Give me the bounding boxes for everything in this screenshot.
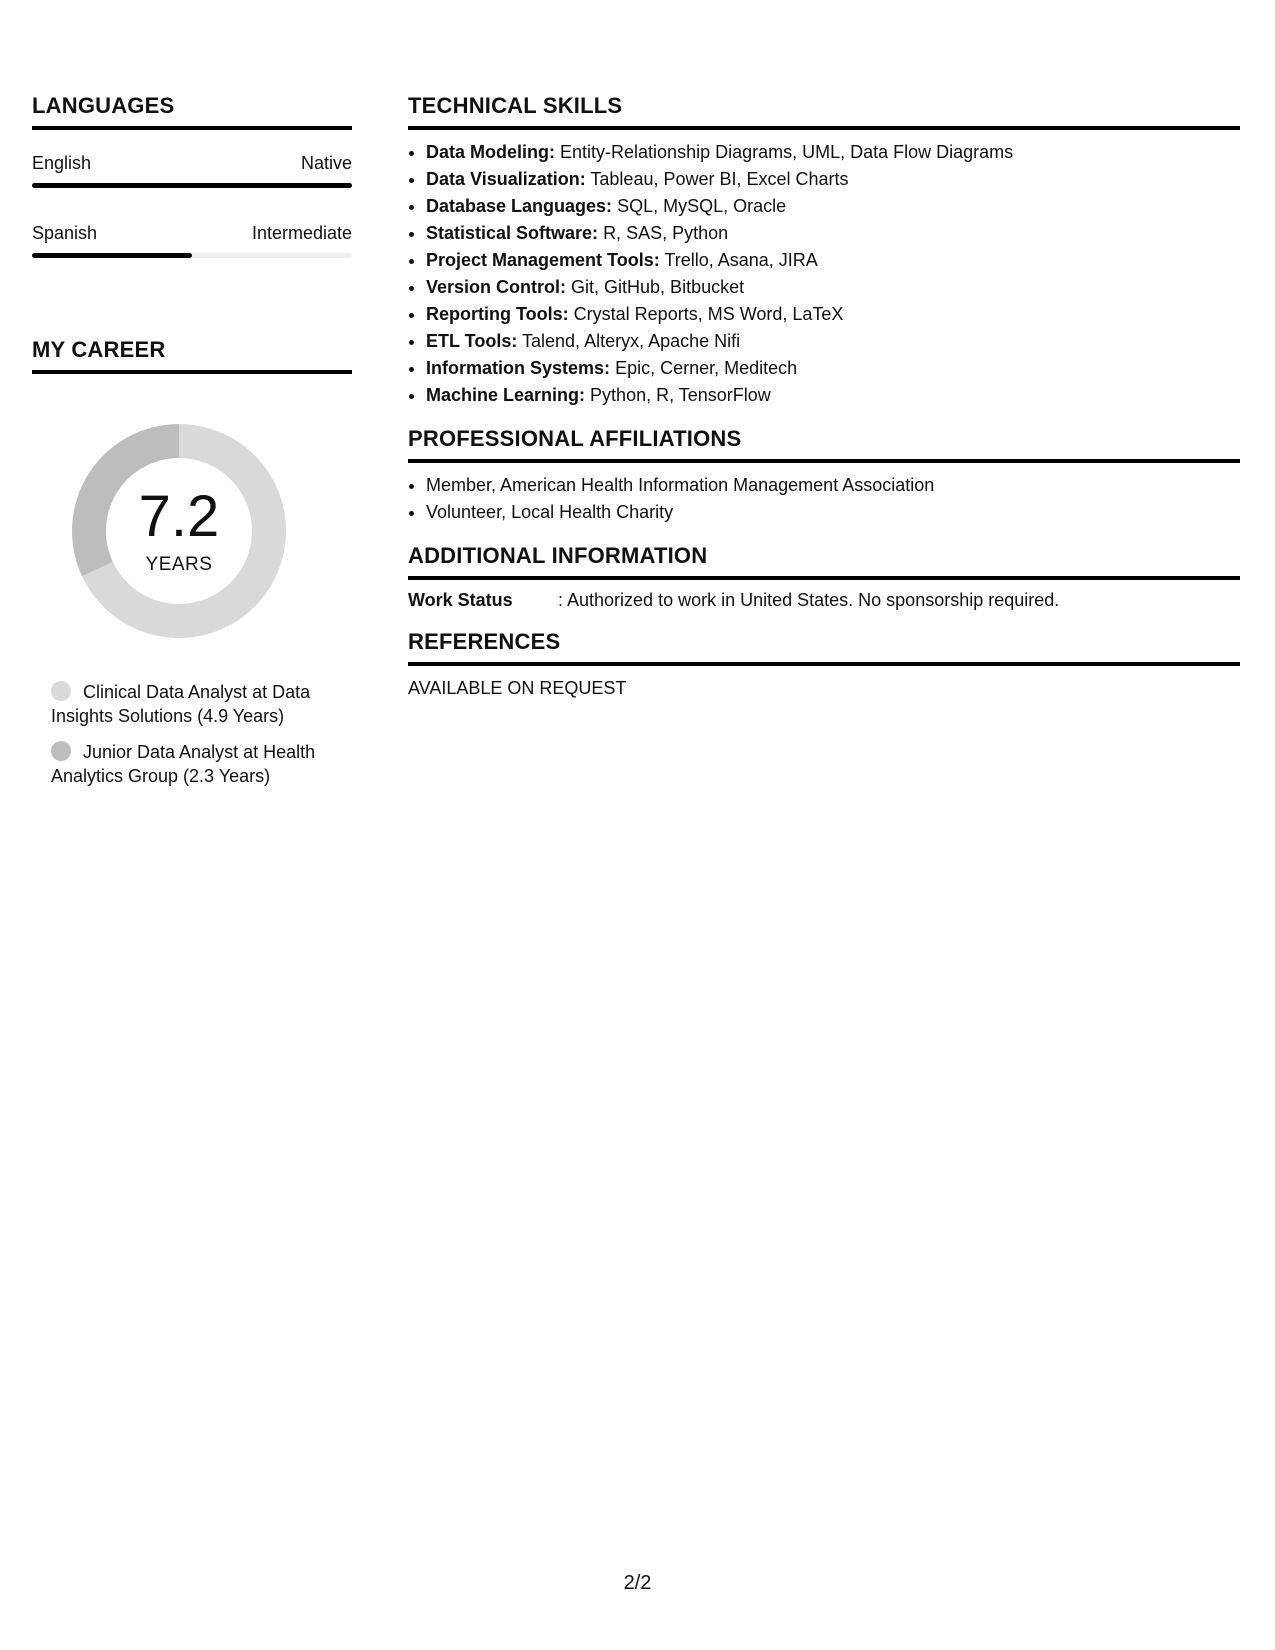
- references-text: AVAILABLE ON REQUEST: [408, 678, 627, 698]
- donut-center: [66, 418, 292, 644]
- career-heading: MY CAREER: [32, 338, 352, 374]
- skill-label: Machine Learning:: [426, 385, 586, 405]
- skill-item: [426, 382, 1240, 409]
- language-row-english: [32, 152, 352, 188]
- skill-label: Reporting Tools:: [426, 304, 569, 324]
- skill-item: [426, 328, 1240, 355]
- affiliations-list: [408, 472, 1240, 526]
- references-heading: REFERENCES: [408, 630, 1240, 666]
- skill-label: Version Control:: [426, 277, 567, 297]
- career-donut-chart: [66, 418, 292, 644]
- skill-value: Tableau, Power BI, Excel Charts: [590, 169, 849, 189]
- affiliation-item: • Volunteer, Local Health Charity: [426, 499, 1240, 526]
- language-name: Spanish: [32, 223, 98, 243]
- skill-value: Epic, Cerner, Meditech: [615, 358, 798, 378]
- language-bar-track: [32, 253, 352, 258]
- skill-value: Python, R, TensorFlow: [590, 385, 771, 405]
- skill-label: ETL Tools:: [426, 331, 518, 351]
- skill-item: [426, 301, 1240, 328]
- technical-skills-list: [408, 139, 1240, 409]
- affiliations-section: [408, 427, 1240, 526]
- career-legend-label: Clinical Data Analyst at Data Insights Solutions (4.9 Years): [51, 682, 311, 726]
- left-column: [32, 94, 352, 800]
- career-total-value: 7.2: [138, 484, 220, 549]
- career-legend-item: [51, 740, 341, 788]
- skill-value: Entity-Relationship Diagrams, UML, Data Flow Diagrams: [560, 142, 1014, 162]
- skill-label: Information Systems:: [426, 358, 611, 378]
- additional-info-section: [408, 544, 1240, 612]
- career-total-unit: YEARS: [145, 554, 213, 575]
- work-status-value: : Authorized to work in United States. No sponsorship required.: [558, 590, 1060, 610]
- skill-label: Data Visualization:: [426, 169, 586, 189]
- language-bar-track: [32, 183, 352, 188]
- skill-value: Talend, Alteryx, Apache Nifi: [522, 331, 741, 351]
- language-level: Native: [300, 153, 352, 173]
- career-legend: [51, 680, 341, 788]
- skill-item: [426, 193, 1240, 220]
- skill-item: [426, 274, 1240, 301]
- skill-item: [426, 247, 1240, 274]
- work-status-key: Work Status: [408, 590, 513, 610]
- language-bar-fill: [32, 183, 352, 188]
- legend-dot-icon: [51, 681, 71, 701]
- skill-item: [426, 139, 1240, 166]
- skill-label: Data Modeling:: [426, 142, 555, 162]
- language-name: English: [32, 153, 92, 173]
- additional-info-heading: ADDITIONAL INFORMATION: [408, 544, 1240, 580]
- affiliation-item: • Member, American Health Information Management Association: [426, 472, 1240, 499]
- legend-dot-icon: [51, 741, 71, 761]
- language-bar-fill: [32, 253, 192, 258]
- skill-value: Git, GitHub, Bitbucket: [571, 277, 745, 297]
- language-row-spanish: [32, 222, 352, 258]
- skill-item: [426, 220, 1240, 247]
- skill-value: Trello, Asana, JIRA: [664, 250, 818, 270]
- career-legend-item: [51, 680, 341, 728]
- skill-item: [426, 355, 1240, 382]
- skill-value: Crystal Reports, MS Word, LaTeX: [573, 304, 844, 324]
- page-number: 2/2: [623, 1572, 652, 1594]
- skill-label: Project Management Tools:: [426, 250, 660, 270]
- right-column: [408, 94, 1240, 700]
- skill-value: R, SAS, Python: [603, 223, 729, 243]
- career-legend-label: Junior Data Analyst at Health Analytics Group (2.3 Years): [51, 742, 316, 786]
- skill-value: SQL, MySQL, Oracle: [617, 196, 787, 216]
- skill-label: Statistical Software:: [426, 223, 599, 243]
- languages-heading: LANGUAGES: [32, 94, 352, 130]
- technical-skills-section: [408, 94, 1240, 409]
- work-status-row: [408, 588, 1240, 612]
- affiliations-heading: PROFESSIONAL AFFILIATIONS: [408, 427, 1240, 463]
- skill-item: [426, 166, 1240, 193]
- technical-skills-heading: TECHNICAL SKILLS: [408, 94, 1240, 130]
- references-section: [408, 630, 1240, 700]
- skill-label: Database Languages:: [426, 196, 613, 216]
- language-level: Intermediate: [251, 223, 352, 243]
